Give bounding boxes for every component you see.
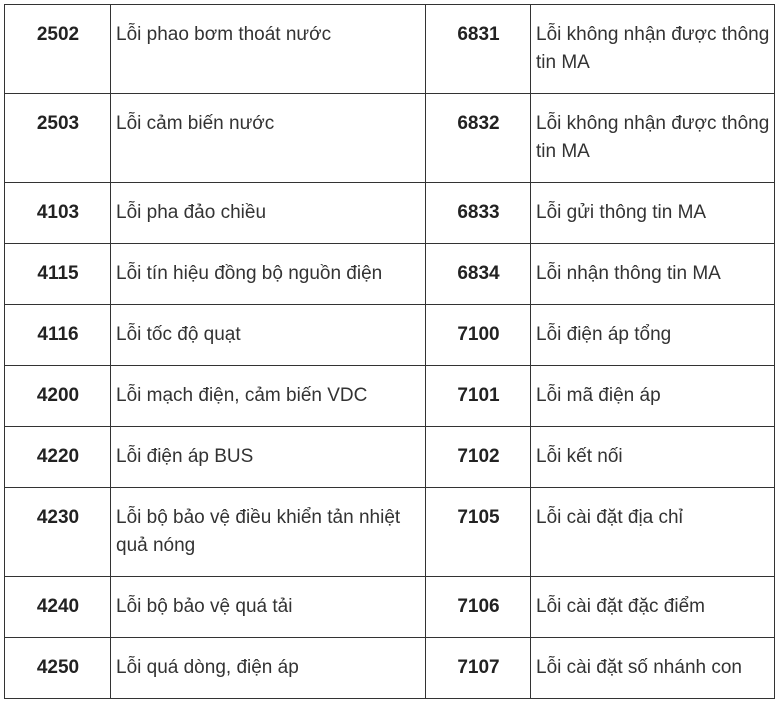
error-code-left: 4115 [5, 244, 111, 305]
error-code-left: 4250 [5, 638, 111, 699]
table-row [5, 427, 775, 488]
error-code-right: 7101 [426, 366, 531, 427]
error-code-table [4, 4, 775, 699]
error-description-right: Lỗi mã điện áp [531, 366, 775, 427]
error-description-right: Lỗi gửi thông tin MA [531, 183, 775, 244]
error-description-right: Lỗi cài đặt địa chỉ [531, 488, 775, 577]
table-row [5, 638, 775, 699]
error-code-left: 4230 [5, 488, 111, 577]
error-description-right: Lỗi kết nối [531, 427, 775, 488]
table-row [5, 244, 775, 305]
error-code-left: 4103 [5, 183, 111, 244]
error-description-right: Lỗi điện áp tổng [531, 305, 775, 366]
error-description-left: Lỗi tốc độ quạt [111, 305, 426, 366]
error-description-right: Lỗi nhận thông tin MA [531, 244, 775, 305]
table-row [5, 366, 775, 427]
table-row [5, 5, 775, 94]
error-description-left: Lỗi điện áp BUS [111, 427, 426, 488]
error-code-right: 7102 [426, 427, 531, 488]
error-code-right: 7106 [426, 577, 531, 638]
error-code-left: 2503 [5, 94, 111, 183]
table-row [5, 305, 775, 366]
error-code-right: 6833 [426, 183, 531, 244]
error-description-right: Lỗi không nhận được thông tin MA [531, 5, 775, 94]
table-row [5, 488, 775, 577]
error-code-right: 6831 [426, 5, 531, 94]
error-description-left: Lỗi quá dòng, điện áp [111, 638, 426, 699]
error-description-left: Lỗi pha đảo chiều [111, 183, 426, 244]
table-row [5, 577, 775, 638]
table-row [5, 183, 775, 244]
error-code-left: 2502 [5, 5, 111, 94]
error-code-right: 7100 [426, 305, 531, 366]
error-code-left: 4220 [5, 427, 111, 488]
error-code-right: 6834 [426, 244, 531, 305]
error-code-left: 4200 [5, 366, 111, 427]
error-code-right: 7107 [426, 638, 531, 699]
error-description-left: Lỗi bộ bảo vệ quá tải [111, 577, 426, 638]
error-description-right: Lỗi cài đặt đặc điểm [531, 577, 775, 638]
error-description-right: Lỗi cài đặt số nhánh con [531, 638, 775, 699]
error-description-left: Lỗi cảm biến nước [111, 94, 426, 183]
error-code-left: 4116 [5, 305, 111, 366]
table-row [5, 94, 775, 183]
error-description-left: Lỗi phao bơm thoát nước [111, 5, 426, 94]
error-code-table-body [5, 5, 775, 699]
error-description-right: Lỗi không nhận được thông tin MA [531, 94, 775, 183]
error-code-right: 6832 [426, 94, 531, 183]
error-description-left: Lỗi tín hiệu đồng bộ nguồn điện [111, 244, 426, 305]
error-description-left: Lỗi bộ bảo vệ điều khiển tản nhiệt quả nóng [111, 488, 426, 577]
error-description-left: Lỗi mạch điện, cảm biến VDC [111, 366, 426, 427]
error-code-left: 4240 [5, 577, 111, 638]
error-code-right: 7105 [426, 488, 531, 577]
